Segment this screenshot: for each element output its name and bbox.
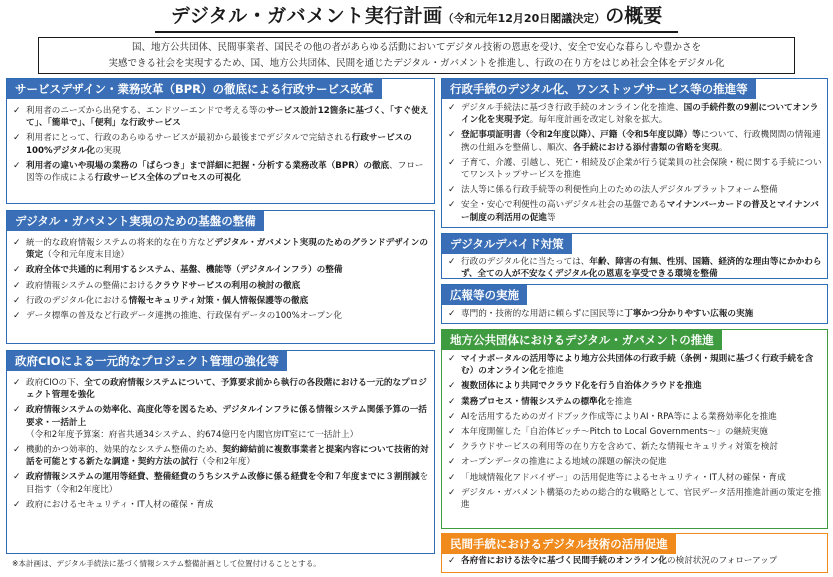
check-icon: ✓ [448, 309, 456, 319]
list-item [448, 353, 823, 377]
item-text: 、フロー図等の作成による [26, 160, 424, 184]
check-icon: ✓ [13, 472, 21, 483]
list-item [13, 377, 430, 401]
list-item [13, 132, 430, 156]
section-private-list [448, 555, 823, 570]
item-text: （令和2年度） [197, 457, 255, 468]
list-item [13, 404, 430, 441]
item-text: 利用者にとって、行政のあらゆるサービスが最初から最後までデジタルで完結される [26, 133, 352, 144]
list-item [13, 471, 430, 495]
list-item [13, 105, 430, 129]
list-item [13, 237, 430, 261]
section-cio [6, 350, 435, 554]
item-text: 行政のデジタル化における [26, 295, 129, 306]
section-pr [441, 284, 828, 324]
check-icon: ✓ [448, 427, 456, 438]
check-icon: ✓ [13, 499, 21, 510]
item-text: 行政のデジタル化に当たっては、 [461, 257, 590, 267]
list-item [448, 441, 823, 453]
item-text: AIを活用するためのガイドブック作成等によりAI・RPA等による業務効率化を推進 [461, 411, 777, 422]
item-text: 。毎年度計画を改定し対象を拡大。 [529, 115, 668, 126]
section-bpr-title: サービスデザイン・業務改革（BPR）の徹底による行政サービス改革 [7, 79, 382, 99]
item-text: の実現 [95, 145, 121, 156]
list-item [448, 256, 823, 280]
list-item [13, 264, 430, 276]
section-private [441, 533, 828, 573]
item-text: オープンデータの推進による地域の課題の解決の促進 [461, 457, 667, 468]
list-item [448, 411, 823, 423]
item-text: 専門的・技術的な用語に頼らずに国民等に [461, 309, 625, 319]
item-text: 政府におけるセキュリティ・IT人材の確保・育成 [26, 499, 214, 510]
item-emphasis: 複数団体により共同でクラウド化を行う自治体クラウドを推進 [461, 381, 702, 392]
item-text: 法人等に係る行政手続等の利便性向上のための法人デジタルプラットフォーム整備 [461, 185, 778, 196]
list-item [13, 280, 430, 292]
title-underline [155, 31, 678, 33]
list-item [448, 199, 823, 223]
check-icon: ✓ [448, 396, 456, 407]
item-text: 統一的な政府情報システムの将来的な在り方など [26, 238, 215, 248]
item-text: 機動的かつ効率的、効果的なシステム整備のため、 [26, 445, 223, 456]
item-emphasis: 契約締結前に複数事業者と提案内容について技術的対話を可能とする新たな調達・契約方法の試行 [26, 445, 429, 468]
check-icon: ✓ [448, 185, 456, 196]
item-emphasis: 情報セキュリティ対策・個人情報保護等の徹底 [128, 295, 309, 306]
section-onestop-list [448, 102, 823, 227]
list-item [448, 472, 823, 484]
list-item [13, 295, 430, 307]
list-item [448, 380, 823, 392]
item-text: 政府情報システムの整備における [26, 280, 155, 291]
check-icon: ✓ [13, 160, 21, 171]
item-text: 「地域情報化アドバイザー」の活用促進等によるセキュリティ・IT人材の確保・育成 [461, 472, 786, 483]
check-icon: ✓ [13, 445, 21, 456]
list-item [448, 129, 823, 153]
item-text: の検討状況のフォローアップ [667, 556, 778, 566]
item-emphasis: 丁寧かつ分かりやすい広報の実施 [624, 309, 754, 319]
section-local [441, 329, 828, 529]
check-icon: ✓ [448, 200, 456, 211]
section-onestop [441, 78, 828, 228]
check-icon: ✓ [13, 295, 21, 306]
check-icon: ✓ [448, 411, 456, 422]
item-text: 。 [718, 142, 728, 153]
section-infra [6, 210, 435, 344]
section-pr-list [448, 308, 823, 323]
list-item [13, 310, 430, 322]
check-icon: ✓ [448, 257, 456, 267]
item-text: 政府CIOの下、 [26, 378, 85, 388]
list-item [448, 102, 823, 126]
item-emphasis: 国の手続件数の9割についてオンライン化を実現予定 [461, 103, 819, 126]
item-emphasis: マイナンバーカードの普及とマイナンバー制度の利活用の促進 [461, 200, 819, 223]
section-cio-list [13, 377, 430, 514]
section-divide-title: デジタルデバイド対策 [442, 234, 572, 254]
section-bpr-list [13, 105, 430, 187]
section-cio-title: 政府CIOによる一元的なプロジェクト管理の強化等 [7, 351, 287, 371]
item-emphasis: 各府省における法令に基づく民間手続のオンライン化 [461, 556, 667, 566]
item-text: デジタル手続法に基づき行政手続のオンライン化を推進、 [461, 103, 684, 113]
check-icon: ✓ [13, 133, 21, 144]
check-icon: ✓ [13, 280, 21, 291]
item-emphasis: 政府情報システムの運用等経費、整備経費のうちシステム改修に係る経費を令和７年度までに３割削減 [26, 472, 420, 483]
section-onestop-title: 行政手続のデジタル化、ワンストップサービス等の推進等 [442, 79, 756, 99]
item-text: を目指す（令和2年度比） [26, 472, 429, 495]
section-infra-list [13, 237, 430, 325]
intro-line-1: 国、地方公共団体、民間事業者、国民その他の者があらゆる活動においてデジタル技術の恩恵を受け、安全で安心な暮らしや豊かさを [131, 42, 702, 53]
item-emphasis: 行政サービスの100%デジタル化 [26, 133, 412, 156]
check-icon: ✓ [13, 311, 21, 322]
list-item [448, 396, 823, 408]
check-icon: ✓ [13, 405, 21, 416]
list-item [448, 308, 823, 320]
item-text: クラウドサービスの利用等の在り方を含めて、新たな情報セキュリティ対策を検討 [461, 442, 778, 453]
item-emphasis: デジタル・ガバメント実現のためのグランドデザインの策定 [26, 238, 428, 261]
list-item [13, 160, 430, 184]
page-header [0, 0, 833, 33]
page-title-tail: の概要 [605, 5, 663, 27]
item-text: を推進 [606, 396, 633, 407]
section-private-title: 民間手続におけるデジタル技術の活用促進 [442, 534, 676, 554]
item-emphasis: 政府情報システムの効率化、高度化等を図るため、デジタルインフラに係る情報システム関係予算の一括要求・一括計上 [26, 405, 427, 428]
section-divide-list [448, 256, 823, 283]
list-item [448, 555, 823, 567]
check-icon: ✓ [448, 157, 456, 168]
list-item [13, 499, 430, 511]
page-title: デジタル・ガバメント実行計画 [170, 5, 443, 27]
check-icon: ✓ [13, 238, 21, 248]
intro-box [38, 37, 795, 74]
section-pr-title: 広報等の実施 [442, 285, 527, 305]
item-emphasis: 業務プロセス・情報システムの標準化 [461, 396, 607, 407]
page-title-date: （令和元年12月20日閣議決定） [442, 12, 606, 25]
item-emphasis: 行政サービス全体のプロセスの可視化 [94, 173, 241, 184]
check-icon: ✓ [448, 487, 456, 498]
list-item [448, 456, 823, 468]
check-icon: ✓ [13, 378, 21, 388]
list-item [448, 157, 823, 181]
item-text: 子育て、介護、引越し、死亡・相続及び企業が行う従業員の社会保険・税に関する手続についてワンストップサービスを推進 [461, 157, 822, 181]
check-icon: ✓ [13, 265, 21, 276]
section-bpr [6, 78, 435, 204]
section-infra-title: デジタル・ガバメント実現のための基盤の整備 [7, 211, 264, 231]
item-emphasis: 利用者の違いや現場の業務の「ばらつき」まで詳細に把握・分析する業務改革（BPR）の徹底 [26, 160, 390, 171]
list-item [13, 444, 430, 468]
check-icon: ✓ [448, 381, 456, 392]
item-emphasis: クラウドサービスの利用の検討の徹底 [154, 280, 301, 291]
check-icon: ✓ [448, 556, 456, 566]
section-local-list [448, 353, 823, 514]
item-text: 安全・安心で利便性の高いデジタル社会の基盤である [461, 200, 667, 211]
intro-line-2: 実感できる社会を実現するため、国、地方公共団体、民間を通じたデジタル・ガバメントを推進し、行政の在り方をはじめ社会全体をデジタル化 [108, 58, 725, 69]
list-item [448, 487, 823, 511]
check-icon: ✓ [448, 354, 456, 364]
item-text: 利用者のニーズから出発する、エンドツーエンドで考える等の [26, 106, 267, 116]
item-text: データ標準の普及など行政データ連携の推進、行政保有データの100%オープン化 [26, 311, 342, 322]
check-icon: ✓ [448, 457, 456, 468]
item-text: について、行政機関間の情報連携の仕組みを整備し、順次、 [461, 130, 821, 153]
item-emphasis: 年齢、障害の有無、性別、国籍、経済的な理由等にかかわらず、全ての人が不安なくデジタル化の恩恵を享受できる環境を整備 [461, 257, 822, 280]
item-text: デジタル・ガバメント構築のための総合的な戦略として、官民データ活用推進計画の策定を推進 [461, 487, 822, 511]
item-text: 等 [546, 212, 556, 223]
item-text: （令和元年度末目途） [43, 250, 130, 261]
list-item [448, 184, 823, 196]
item-text: 本年度開催した「自治体ピッチ～Pitch to Local Governments～」の継続実施 [461, 427, 768, 438]
list-item [448, 426, 823, 438]
section-divide [441, 233, 828, 279]
item-emphasis: 各手続における添付書類の省略を実現 [572, 142, 719, 153]
section-local-title: 地方公共団体におけるデジタル・ガバメントの推進 [442, 330, 722, 350]
item-emphasis: 政府全体で共通的に利用するシステム、基盤、機能等（デジタルインフラ）の整備 [26, 265, 343, 276]
item-emphasis: サービス設計12箇条に基づく、「すぐ使えて」、「簡単で」、「便利」な行政サービス [26, 106, 429, 129]
item-text: を推進 [538, 366, 564, 377]
item-note: （令和2年度予算案：府省共通34システム、約674億円を内閣官房IT室にて一括計上） [26, 429, 359, 440]
check-icon: ✓ [448, 442, 456, 453]
item-emphasis: 全ての政府情報システムについて、予算要求前から執行の各段階における一元的なプロジェクト管理を強化 [26, 378, 427, 401]
check-icon: ✓ [448, 130, 456, 141]
footnote: ※本計画は、デジタル手続法に基づく情報システム整備計画として位置付けることとする。 [12, 559, 321, 568]
item-emphasis: 登記事項証明書（令和2年度以降）、戸籍（令和5年度以降）等 [461, 130, 701, 141]
item-emphasis: マイナポータルの活用等により地方公共団体の行政手続（条例・規則に基づく行政手続を含む）のオンライン化 [461, 354, 814, 377]
check-icon: ✓ [448, 103, 456, 113]
check-icon: ✓ [448, 472, 456, 483]
check-icon: ✓ [13, 106, 21, 116]
